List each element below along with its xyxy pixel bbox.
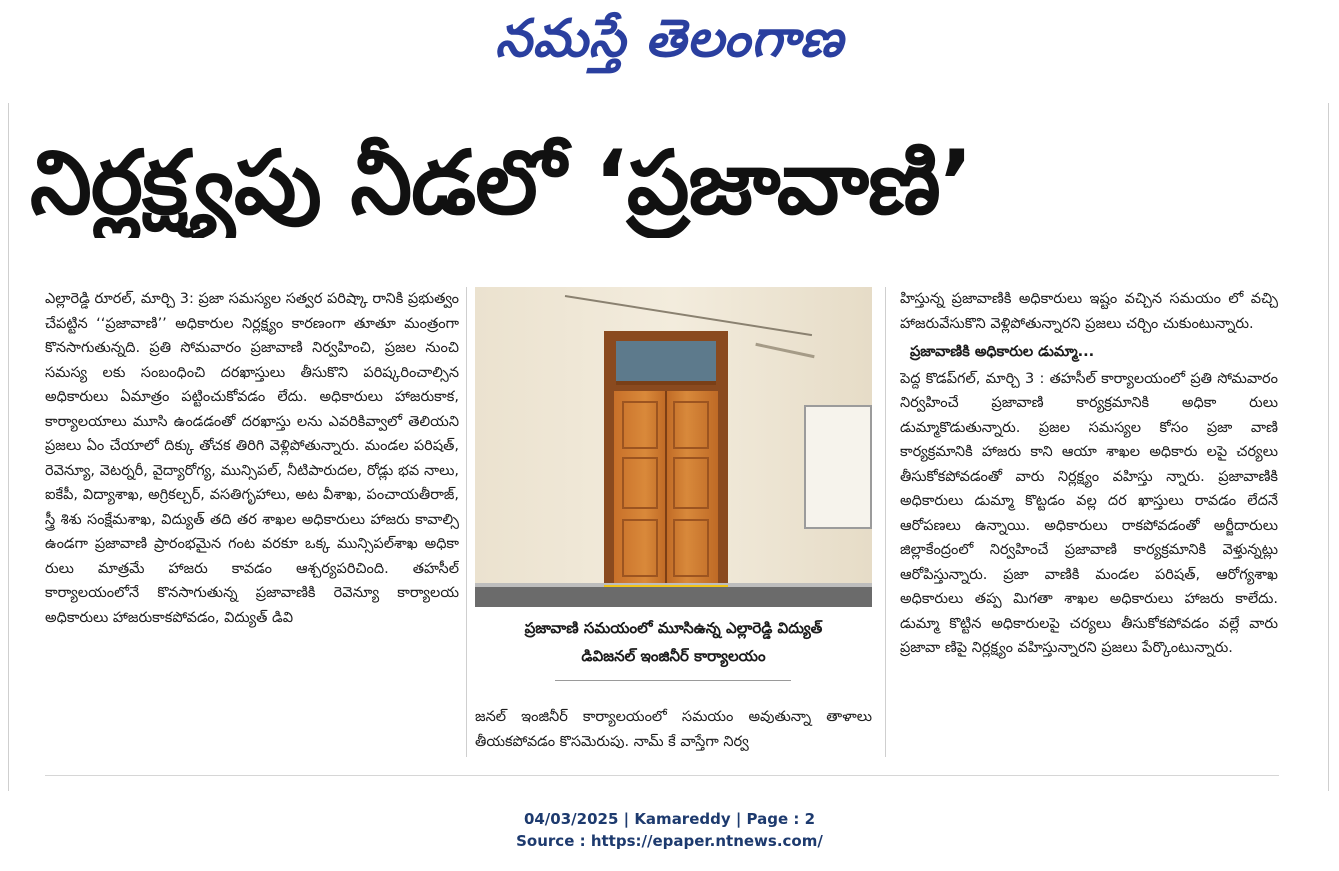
- column-divider: [466, 287, 467, 757]
- article-photo: [475, 287, 872, 607]
- article-column-3: [900, 287, 1278, 757]
- photo-caption-line-1: ప్రజావాణి సమయంలో మూసిఉన్న ఎల్లారెడ్డి విద్యుత్: [524, 619, 823, 637]
- article-paragraph: పెద్ద కొడప్‌గల్, మార్చి 3 : తహసీల్ కార్యాలయంలో ప్రతి సోమవారం నిర్వహించే ప్రజావాణి కార్యక్రమానికి అధికా రులు డుమ్మాకొడుతున్నారు. ప్రజల సమస్యల కోసం ప్రజా వాణి కార్యక్రమానికి హాజరు కాని ఆయా శాఖల అధికారు లపై చర్యలు తీసుకోకపోవడంతో వారు నిర్లక్ష్యం వహిస్తు న్నారు. ప్రజావాణికి అధికారులు డుమ్మా కొట్టడం వల్ల దర ఖాస్తులు రావడం లేదనే ఆరోపణలు ఉన్నాయి. అధికారులు రాకపోవడంతో అర్జీదారులు జిల్లాకేంద్రంలో నిర్వహించే ప్రజావాణి కార్యక్రమానికి వెళ్తున్నట్లు ఆరోపిస్తున్నారు. ప్రజా వాణికి మండల పరిషత్, ఆరోగ్యశాఖ అధికారులు తప్ప మిగతా శాఖల అధికారులు హాజరు కాలేదు. డుమ్మా కొట్టిన అధికారులపై చర్యలు తీసుకోకపోవడం వల్లే వారు ప్రజావా ణిపై నిర్లక్ష్యం వహిస్తున్నారని ప్రజలు పేర్కొంటున్నారు.: [900, 370, 1278, 656]
- newspaper-masthead: [0, 0, 1339, 80]
- article-column-2: [475, 705, 872, 757]
- photo-caption: [475, 614, 872, 670]
- footer-source-link[interactable]: Source : https://epaper.ntnews.com/: [516, 832, 823, 850]
- article-paragraph: హిస్తున్న ప్రజావాణికి అధికారులు ఇష్టం వచ్చిన సమయం లో వచ్చి హాజరువేసుకొని వెళ్లిపోతున్నారని ప్రజలు చర్చిం చుకుంటున్నారు.: [900, 291, 1278, 332]
- caption-underline: [555, 680, 791, 681]
- page-footer: [0, 808, 1339, 852]
- article-column-1: [45, 287, 459, 757]
- footer-date-edition: 04/03/2025 | Kamareddy | Page : 2: [523, 810, 816, 828]
- article-paragraph: జనల్ ఇంజినీర్ కార్యాలయంలో సమయం అవుతున్నా తాళాలు తీయకపోవడం కొసమెరుపు. నామ్ కే వాస్తేగా నిర్వ: [475, 709, 872, 750]
- article-headline: నిర్లక్ష్యపు నీడలో ‘ప్రజావాణి’: [30, 131, 973, 234]
- article-paragraph: ఎల్లారెడ్డి రూరల్, మార్చి 3: ప్రజా సమస్యల సత్వర పరిష్కా రానికి ప్రభుత్వం చేపట్టిన ‘‘ప్రజావాణి’’ అధికారుల నిర్లక్ష్యం కారణంగా తూతూ మంత్రంగా కొనసాగుతున్నది. ప్రతి సోమవారం ప్రజావాణి నిర్వహించి, ప్రజల నుంచి సమస్య లకు సంబంధించి దరఖాస్తులు తీసుకొని పరిష్కరించాల్సిన అధికారులు ఏమాత్రం పట్టించుకోవడం లేదు. అధికారులు హాజరుకాక, కార్యాలయాలు మూసి ఉండడంతో దరఖాస్తు లను ఎవరికివ్వాలో తెలియని ప్రజలు ఏం చేయాలో దిక్కు తోచక తిరిగి వెళ్లిపోతున్నారు. మండల పరిషత్, రెవెన్యూ, వెటర్నరీ, వైద్యారోగ్య, మున్సిపల్, నీటిపారుదల, రోడ్లు భవ నాలు, ఐకేపీ, విద్యాశాఖ, అగ్రికల్చర్, వసతిగృహాలు, అట వీశాఖ, పంచాయతీరాజ్, స్త్రీ శిశు సంక్షేమశాఖ, విద్యుత్ తది తర శాఖల అధికారులు హాజరు కావాల్సి ఉండగా ప్రజావాణి ప్రారంభమైన గంట వరకూ ఒక్క మున్సిపల్‌శాఖ అధికా రులు మాత్రమే హాజరు కావడం ఆశ్చర్యపరిచింది. తహసీల్ కార్యాలయంలోనే కొనసాగుతున్న ప్రజావాణికి రెవెన్యూ కార్యాలయ అధికారులు హాజరుకాకపోవడం, విద్యుత్ డివి: [45, 291, 459, 626]
- page-border-right: [1328, 103, 1329, 791]
- bottom-divider: [45, 775, 1279, 776]
- photo-caption-line-2: డివిజనల్ ఇంజినీర్ కార్యాలయం: [581, 647, 766, 665]
- notice-board: [804, 405, 872, 529]
- column-divider: [885, 287, 886, 757]
- page-border-left: [8, 103, 9, 791]
- masthead-title: నమస్తే తెలంగాణ: [495, 9, 844, 69]
- article-subheading: ప్రజావాణికి అధికారుల డుమ్మా...: [910, 344, 1095, 360]
